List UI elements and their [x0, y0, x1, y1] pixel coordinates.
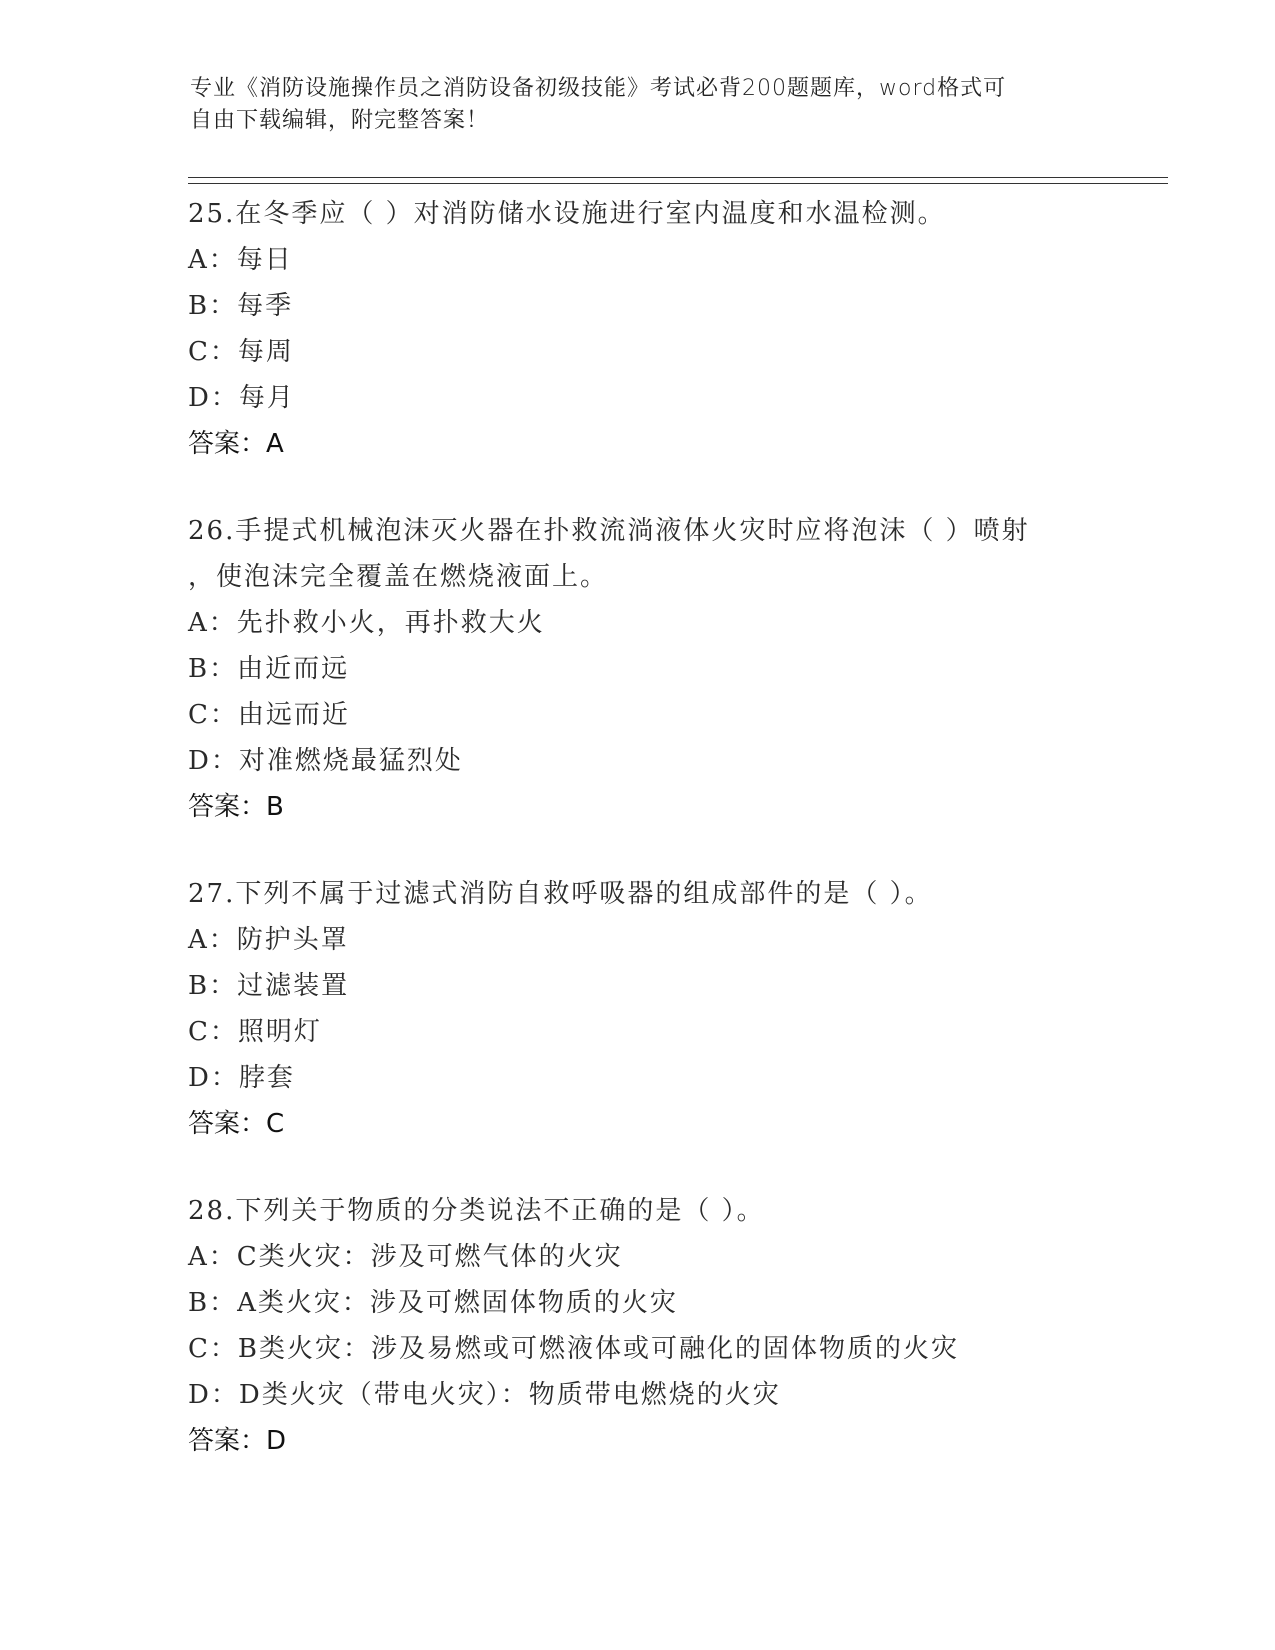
question-25 [188, 191, 1168, 467]
header-divider-top [188, 177, 1168, 178]
option-c: C：每周 [188, 337, 294, 367]
header-divider-bottom [188, 183, 1168, 184]
option-c: C：B类火灾：涉及易燃或可燃液体或可融化的固体物质的火灾 [188, 1334, 960, 1364]
question-text: 28.下列关于物质的分类说法不正确的是（ ）。 [188, 1196, 765, 1226]
question-text: 25.在冬季应（ ）对消防储水设施进行室内温度和水温检测。 [188, 199, 946, 229]
question-text-continued: ，使泡沫完全覆盖在燃烧液面上。 [188, 562, 609, 592]
option-a: A：防护头罩 [188, 925, 349, 955]
question-27 [188, 871, 1168, 1147]
question-28 [188, 1188, 1168, 1464]
option-b: B：每季 [188, 291, 294, 321]
question-26 [188, 508, 1168, 830]
answer: 答案：B [188, 792, 284, 822]
document-header [190, 73, 1090, 137]
option-d: D：每月 [188, 383, 295, 413]
question-list [188, 191, 1168, 1505]
answer: 答案：C [188, 1109, 285, 1139]
option-c: C：由远而近 [188, 700, 350, 730]
header-line-1: 专业《消防设施操作员之消防设备初级技能》考试必背200题题库，word格式可 [190, 76, 1007, 101]
header-line-2: 自由下载编辑，附完整答案！ [190, 108, 490, 133]
option-d: D：D类火灾（带电火灾）：物质带电燃烧的火灾 [188, 1380, 781, 1410]
option-b: B：A类火灾：涉及可燃固体物质的火灾 [188, 1288, 678, 1318]
option-b: B：由近而远 [188, 654, 350, 684]
question-text: 27.下列不属于过滤式消防自救呼吸器的组成部件的是（ ）。 [188, 879, 933, 909]
option-c: C：照明灯 [188, 1017, 322, 1047]
option-b: B：过滤装置 [188, 971, 350, 1001]
answer: 答案：D [188, 1426, 287, 1456]
option-a: A：C类火灾：涉及可燃气体的火灾 [188, 1242, 623, 1272]
option-a: A：每日 [188, 245, 293, 275]
answer: 答案：A [188, 429, 284, 459]
option-a: A：先扑救小火，再扑救大火 [188, 608, 545, 638]
option-d: D：对准燃烧最猛烈处 [188, 746, 463, 776]
option-d: D：脖套 [188, 1063, 295, 1093]
question-text: 26.手提式机械泡沫灭火器在扑救流淌液体火灾时应将泡沫（ ）喷射 [188, 516, 1030, 546]
